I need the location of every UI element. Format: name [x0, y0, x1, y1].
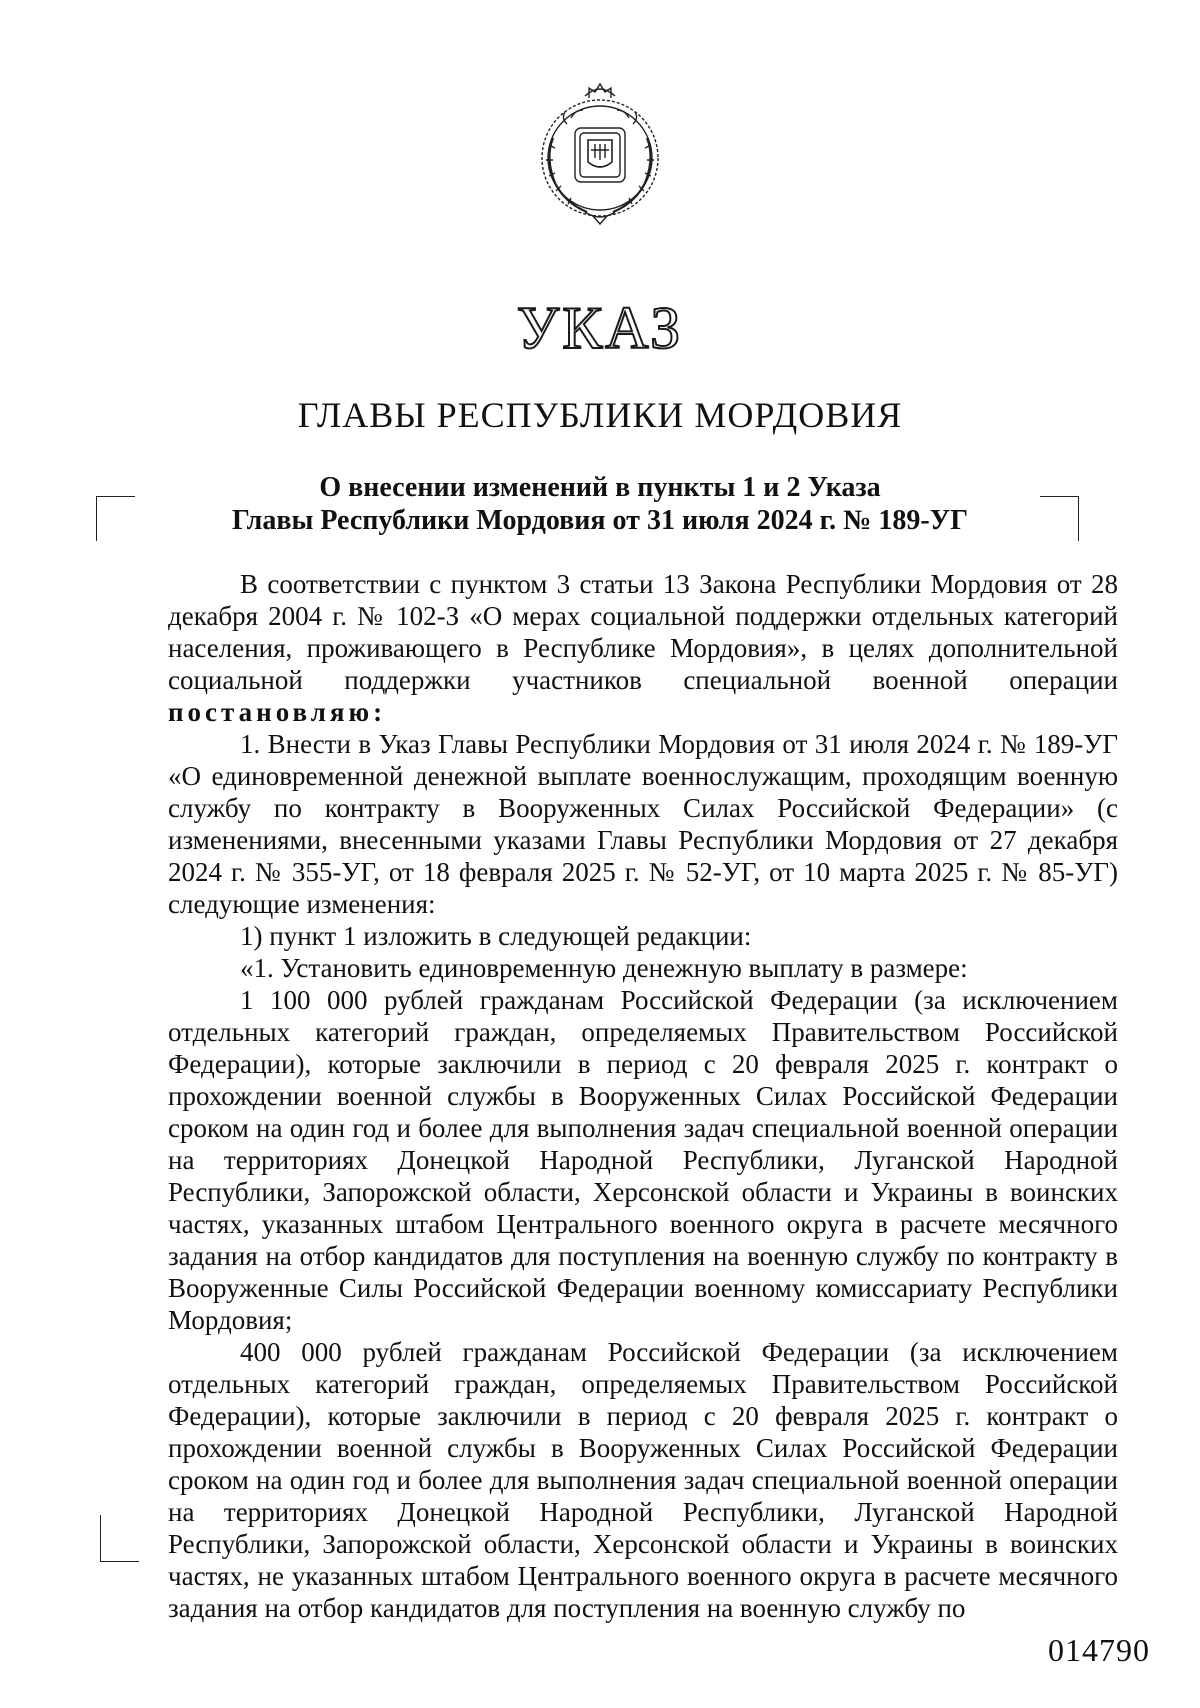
preamble-text: В соответствии с пунктом 3 статьи 13 Закона Республики Мордовия от 28 декабря 2004 г. № 102-З «О мерах социальной поддержки отдельных категорий населения, проживающего в Республике Мордовия», в целях дополнительной социальной поддержки участников специальной военной операции — [168, 569, 1118, 695]
preamble-paragraph — [168, 568, 1118, 728]
coat-of-arms-emblem — [525, 78, 675, 228]
decree-body — [168, 568, 1118, 1624]
paragraph-subitem-1: 1) пункт 1 изложить в следующей редакции: — [240, 921, 752, 951]
issuing-authority: ГЛАВЫ РЕСПУБЛИКИ МОРДОВИЯ — [297, 395, 903, 435]
heading-line-2: Главы Республики Мордовия от 31 июля 2024 г. № 189-УГ — [231, 505, 969, 536]
paragraph-item-1: 1. Внести в Указ Главы Республики Мордовия от 31 июля 2024 г. № 189-УГ «О единовременной денежной выплате военнослужащим, проходящим военную службу по контракту в Вооруженных Силах Российской Федерации» (с изменениями, внесенными указами Главы Республики Мордовия от 27 декабря 2024 г. № 355-УГ, от 18 февраля 2025 г. № 52-УГ, от 10 марта 2025 г. № 85-УГ) следующие изменения: — [168, 729, 1118, 919]
paragraph-payment-400000: 400 000 рублей гражданам Российской Федерации (за исключением отдельных категорий граждан, определяемых Правительством Российской Федерации), которые заключили в период с 20 февраля 2025 г. контракт о прохождении военной службы в Вооруженных Силах Российской Федерации сроком на один год и более для выполнения задач специальной военной операции на территориях Донецкой Народной Республики, Луганской Народной Республики, Запорожской области, Херсонской области и Украины в воинских частях, не указанных штабом Центрального военного округа в расчете месячного задания на отбор кандидатов для поступления на военную службу по — [168, 1337, 1118, 1623]
corner-mark-bottom-left — [100, 1515, 139, 1562]
paragraph-new-wording: «1. Установить единовременную денежную выплату в размере: — [240, 953, 968, 983]
serial-number: 014790 — [1048, 1632, 1150, 1668]
decree-heading — [0, 471, 1200, 537]
paragraph-payment-1100000: 1 100 000 рублей гражданам Российской Федерации (за исключением отдельных категорий граждан, определяемых Правительством Российской Федерации), которые заключили в период с 20 февраля 2025 г. контракт о прохождении военной службы в Вооруженных Силах Российской Федерации сроком на один год и более для выполнения задач специальной военной операции на территориях Донецкой Народной Республики, Луганской Народной Республики, Запорожской области, Херсонской области и Украины в воинских частях, указанных штабом Центрального военного округа в расчете месячного задания на отбор кандидатов для поступления на военную службу по контракту в Вооруженные Силы Российской Федерации военному комиссариату Республики Мордовия; — [168, 985, 1118, 1335]
decree-word: постановляю: — [168, 697, 387, 727]
document-type-title: УКАЗ — [516, 295, 684, 361]
heading-line-1: О внесении изменений в пункты 1 и 2 Указа — [319, 472, 881, 503]
